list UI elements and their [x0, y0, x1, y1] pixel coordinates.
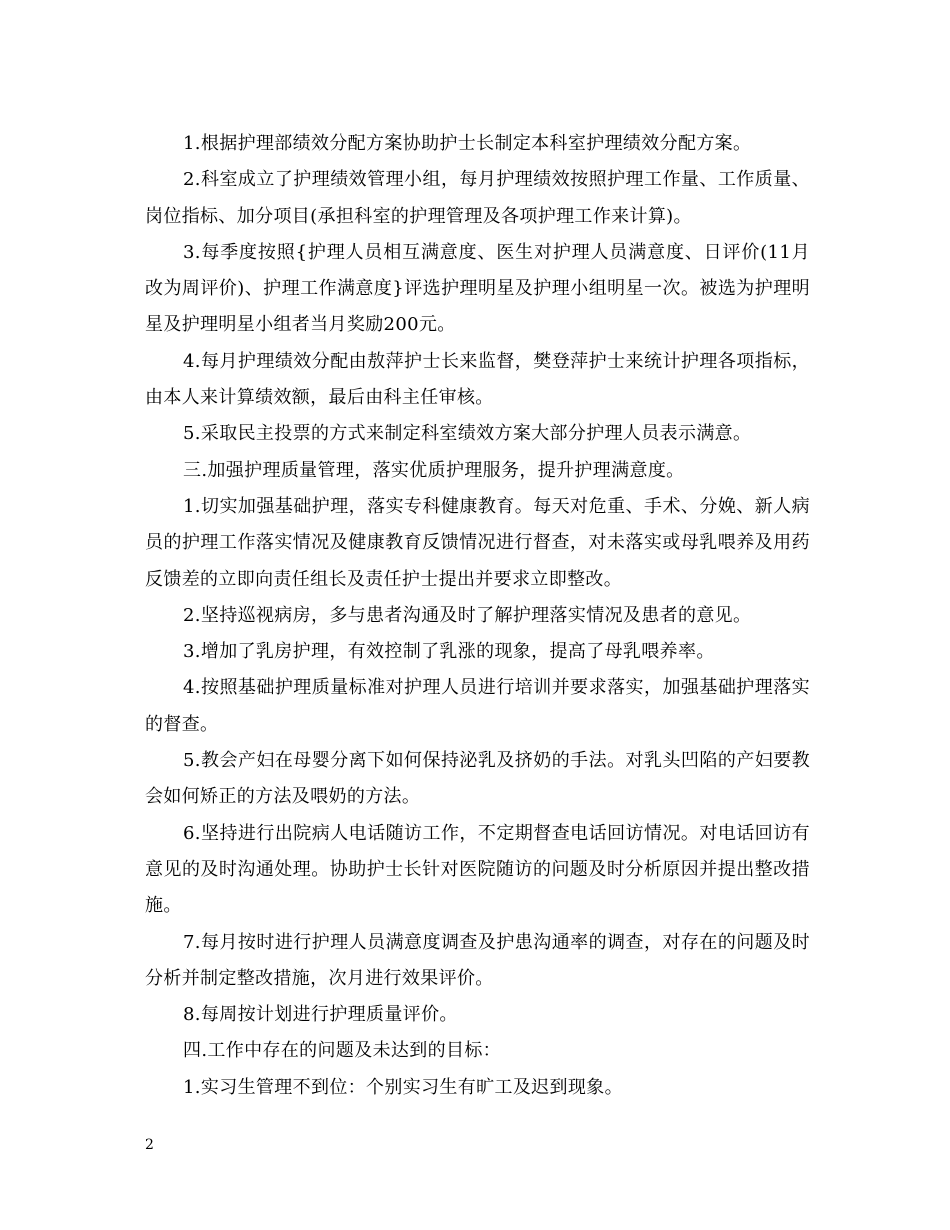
- paragraph-12: 6.坚持进行出院病人电话随访工作，不定期督查电话回访情况。对电话回访有意见的及时沟通处理。协助护士长针对医院随访的问题及时分析原因并提出整改措施。: [145, 822, 810, 917]
- paragraph-3: 3.每季度按照{护理人员相互满意度、医生对护理人员满意度、日评价(11月改为周评价)、护理工作满意度}评选护理明星及护理小组明星一次。被选为护理明星及护理明星小组者当月奖励200元。: [145, 241, 810, 336]
- paragraph-14: 8.每周按计划进行护理质量评价。: [183, 1004, 458, 1026]
- paragraph-1: 1.根据护理部绩效分配方案协助护士长制定本科室护理绩效分配方案。: [183, 133, 752, 154]
- paragraph-5: 5.采取民主投票的方式来制定科室绩效方案大部分护理人员表示满意。: [183, 423, 752, 445]
- paragraph-10: 4.按照基础护理质量标准对护理人员进行培训并要求落实，加强基础护理落实的督查。: [145, 677, 810, 735]
- paragraph-7: 1.切实加强基础护理，落实专科健康教育。每天对危重、手术、分娩、新人病员的护理工作落实情况及健康教育反馈情况进行督查，对未落实或母乳喂养及用药反馈差的立即向责任组长及责任护士提出并要求立即整改。: [145, 495, 810, 590]
- section-heading-3: 三.加强护理质量管理，落实优质护理服务，提升护理满意度。: [183, 459, 685, 481]
- paragraph-11: 5.教会产妇在母婴分离下如何保持泌乳及挤奶的手法。对乳头凹陷的产妇要教会如何矫正的方法及喂奶的方法。: [145, 750, 810, 808]
- page-number: 2: [145, 1137, 154, 1153]
- paragraph-9: 3.增加了乳房护理，有效控制了乳涨的现象，提高了母乳喂养率。: [183, 641, 715, 663]
- paragraph-13: 7.每月按时进行护理人员满意度调查及护患沟通率的调查，对存在的问题及时分析并制定整改措施，次月进行效果评价。: [145, 931, 810, 989]
- document-body: [145, 126, 810, 1106]
- section-heading-4: 四.工作中存在的问题及未达到的目标：: [183, 1040, 502, 1062]
- paragraph-16: 1.实习生管理不到位：个别实习生有旷工及迟到现象。: [183, 1076, 623, 1098]
- paragraph-2: 2.科室成立了护理绩效管理小组，每月护理绩效按照护理工作量、工作质量、岗位指标、加分项目(承担科室的护理管理及各项护理工作来计算)。: [145, 169, 810, 227]
- paragraph-4: 4.每月护理绩效分配由敖萍护士长来监督，樊登萍护士来统计护理各项指标，由本人来计算绩效额，最后由科主任审核。: [145, 350, 810, 409]
- paragraph-8: 2.坚持巡视病房，多与患者沟通及时了解护理落实情况及患者的意见。: [183, 604, 752, 626]
